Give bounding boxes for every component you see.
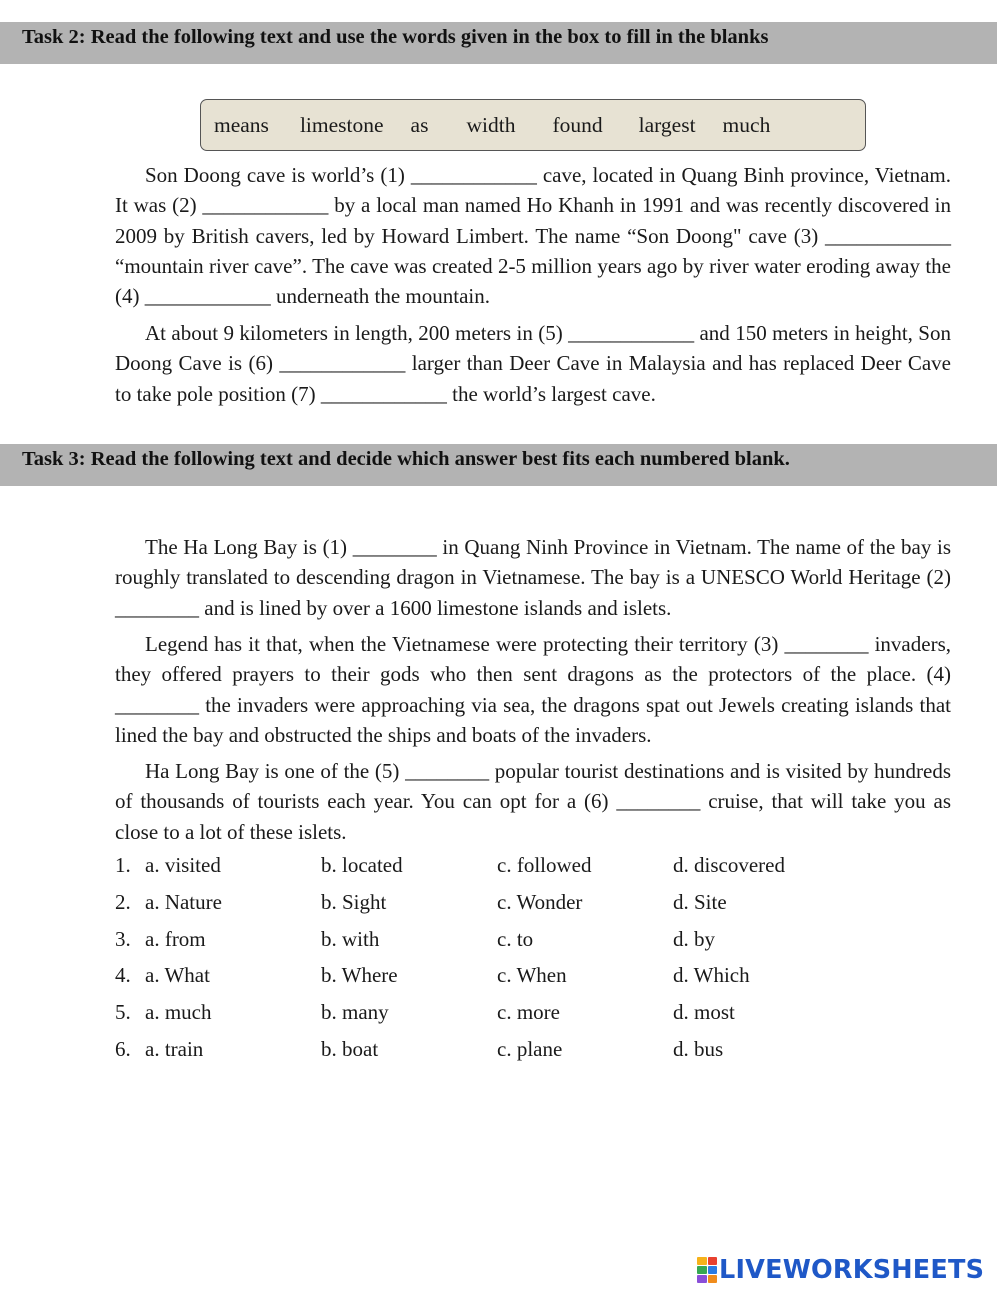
word-box-item: limestone: [299, 113, 384, 137]
option-c[interactable]: c. When: [497, 963, 567, 988]
option-d[interactable]: d. Which: [673, 963, 750, 988]
word-box-item: means: [214, 113, 269, 137]
option-number: 4.: [115, 963, 131, 988]
option-a[interactable]: a. from: [145, 926, 206, 951]
option-number: 6.: [115, 1036, 131, 1061]
option-b[interactable]: b. Where: [321, 963, 398, 988]
word-box-item: largest: [638, 113, 696, 137]
logo-icon: [697, 1257, 717, 1283]
option-number: 2.: [115, 889, 131, 914]
logo-text: LIVEWORKSHEETS: [719, 1255, 985, 1285]
option-a[interactable]: a. much: [145, 1000, 212, 1025]
task2-paragraph-2: At about 9 kilometers in length, 200 meters in (5) ____________ and 150 meters in height, Son Doong Cave is (6) ____________ larger than Deer Cave in Malaysia and has replaced Deer Cave to take pole position (7) ____________ the world’s largest cave.: [115, 321, 951, 406]
word-box-item: found: [552, 113, 603, 137]
task3-paragraph-1: The Ha Long Bay is (1) ________ in Quang Ninh Province in Vietnam. The name of the bay is roughly translated to descending dragon in Vietnamese. The bay is a UNESCO World Heritage (2) ________ and is lined by over a 1600 limestone islands and islets.: [115, 535, 951, 620]
word-box-item: much: [722, 113, 771, 137]
task3-paragraph-2: Legend has it that, when the Vietnamese were protecting their territory (3) ________ invaders, they offered prayers to their gods who then sent dragons as the protectors of the place. (4) ________ the invaders were approaching via sea, the dragons spat out Jewels creating islands that lined the bay and obstructed the ships and boats of the invaders.: [115, 632, 951, 747]
option-b[interactable]: b. Sight: [321, 889, 387, 914]
task3-paragraph-3: Ha Long Bay is one of the (5) ________ popular tourist destinations and is visited by hundreds of thousands of tourists each year. You can opt for a (6) ________ cruise, that will take you as close to a lot of these islets.: [115, 759, 951, 844]
word-box-item: as: [410, 113, 429, 137]
option-a[interactable]: a. Nature: [145, 889, 222, 914]
word-box: [200, 99, 866, 151]
task2-header: Task 2: Read the following text and use the words given in the box to fill in the blanks: [0, 22, 997, 64]
option-d[interactable]: d. bus: [673, 1036, 724, 1061]
option-number: 3.: [115, 926, 131, 951]
option-number: 1.: [115, 853, 131, 877]
word-box-item: width: [466, 113, 516, 137]
task3-header: Task 3: Read the following text and decide which answer best fits each numbered blank.: [0, 444, 997, 486]
option-b[interactable]: b. with: [321, 926, 380, 951]
option-a[interactable]: a. visited: [145, 853, 221, 877]
option-b[interactable]: b. many: [321, 1000, 389, 1025]
option-c[interactable]: c. to: [497, 926, 534, 951]
option-c[interactable]: c. Wonder: [497, 889, 583, 914]
option-d[interactable]: d. discovered: [673, 853, 785, 877]
task2-paragraph-1: Son Doong cave is world’s (1) ____________ cave, located in Quang Binh province, Vietnam. It was (2) ____________ by a local man named Ho Khanh in 1991 and was recently discovered in 2009 by British cavers, led by Howard Limbert. The name “Son Doong" cave (3) ____________ “mountain river cave”. The cave was created 2-5 million years ago by river water eroding away the (4) ____________ underneath the mountain.: [115, 163, 951, 309]
option-c[interactable]: c. plane: [497, 1036, 563, 1061]
option-c[interactable]: c. more: [497, 1000, 560, 1025]
liveworksheets-logo: [697, 1254, 984, 1286]
option-c[interactable]: c. followed: [497, 853, 592, 877]
option-d[interactable]: d. Site: [673, 889, 727, 914]
option-b[interactable]: b. boat: [321, 1036, 379, 1061]
option-d[interactable]: d. most: [673, 1000, 735, 1025]
option-b[interactable]: b. located: [321, 853, 403, 877]
option-d[interactable]: d. by: [673, 926, 715, 951]
option-a[interactable]: a. train: [145, 1036, 204, 1061]
option-number: 5.: [115, 1000, 131, 1025]
option-a[interactable]: a. What: [145, 963, 210, 988]
